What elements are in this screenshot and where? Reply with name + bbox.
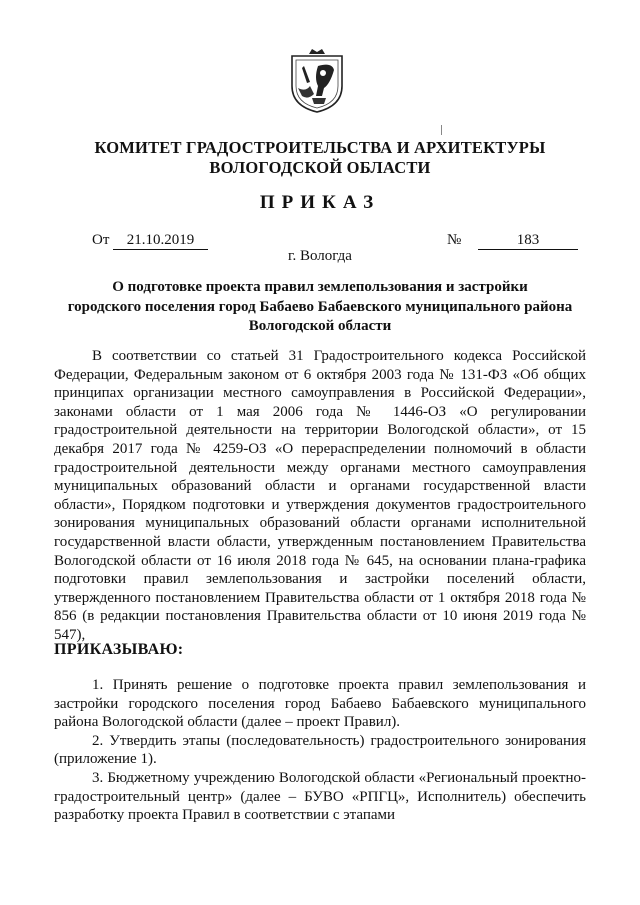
title-line-3: Вологодской области [248, 318, 392, 334]
order-word: ПРИКАЗЫВАЮ: [54, 641, 184, 658]
document-type: ПРИКАЗ [259, 192, 381, 213]
order-item-3: 3. Бюджетному учреждению Вологодской области «Региональный проектно-градостроительный центр» (далее – БУВО «РПГЦ», Исполнитель) обеспечить разработку проекта Правил в соответствии с этапами [54, 769, 586, 824]
org-line-1: КОМИТЕТ ГРАДОСТРОИТЕЛЬСТВА И АРХИТЕКТУРЫ [94, 138, 546, 157]
org-line-2: ВОЛОГОДСКОЙ ОБЛАСТИ [209, 158, 431, 177]
order-item-1: 1. Принять решение о подготовке проекта правил землепользования и застройки городского поселения город Бабаево Бабаевского муниципального района Вологодской области (далее – проект Правил). [54, 677, 586, 731]
coat-of-arms-icon [288, 48, 346, 114]
title-line-2: городского поселения город Бабаево Бабаевского муниципального района [67, 298, 573, 315]
order-item-2: 2. Утвердить этапы (последовательность) градостроительного зонирования (приложение 1). [54, 732, 586, 768]
city: г. Вологда [288, 248, 352, 264]
date-label: От [92, 232, 110, 248]
organization-name [0, 138, 640, 178]
order-items [54, 676, 586, 825]
document-date: 21.10.2019 [113, 232, 208, 250]
preamble-paragraph: В соответствии со статьей 31 Градостроительного кодекса Российской Федерации, Федеральным законом от 6 октября 2003 года № 131-ФЗ «Об общих принципах организации местного самоуправления в Российской Федерации», законами области от 1 мая 2006 года № 1446-ОЗ «О регулировании градостроительной деятельности на территории Вологодской области», от 15 декабря 2017 года № 4259-ОЗ «О перераспределении полномочий в области градостроительной деятельности между органами местного самоуправления муниципальных образований области и органами государственной власти области», Порядком подготовки и утверждения документов градостроительного зонирования муниципальных образований области органами исполнительной государственной власти области, утвержденным постановлением Правительства Вологодской области от 16 июля 2018 года № 645, на основании плана-графика подготовки правил землепользования и застройки поселений области, утвержденного постановлением Правительства области от 1 октября 2018 года № 856 (в редакции постановления Правительства области от 10 июня 2019 года № 547), [54, 348, 586, 643]
scan-mark [441, 125, 442, 135]
document-number: 183 [478, 232, 578, 250]
document-title [0, 278, 640, 337]
title-line-1: О подготовке проекта правил землепользования и застройки [112, 279, 528, 295]
number-label: № [447, 232, 462, 248]
